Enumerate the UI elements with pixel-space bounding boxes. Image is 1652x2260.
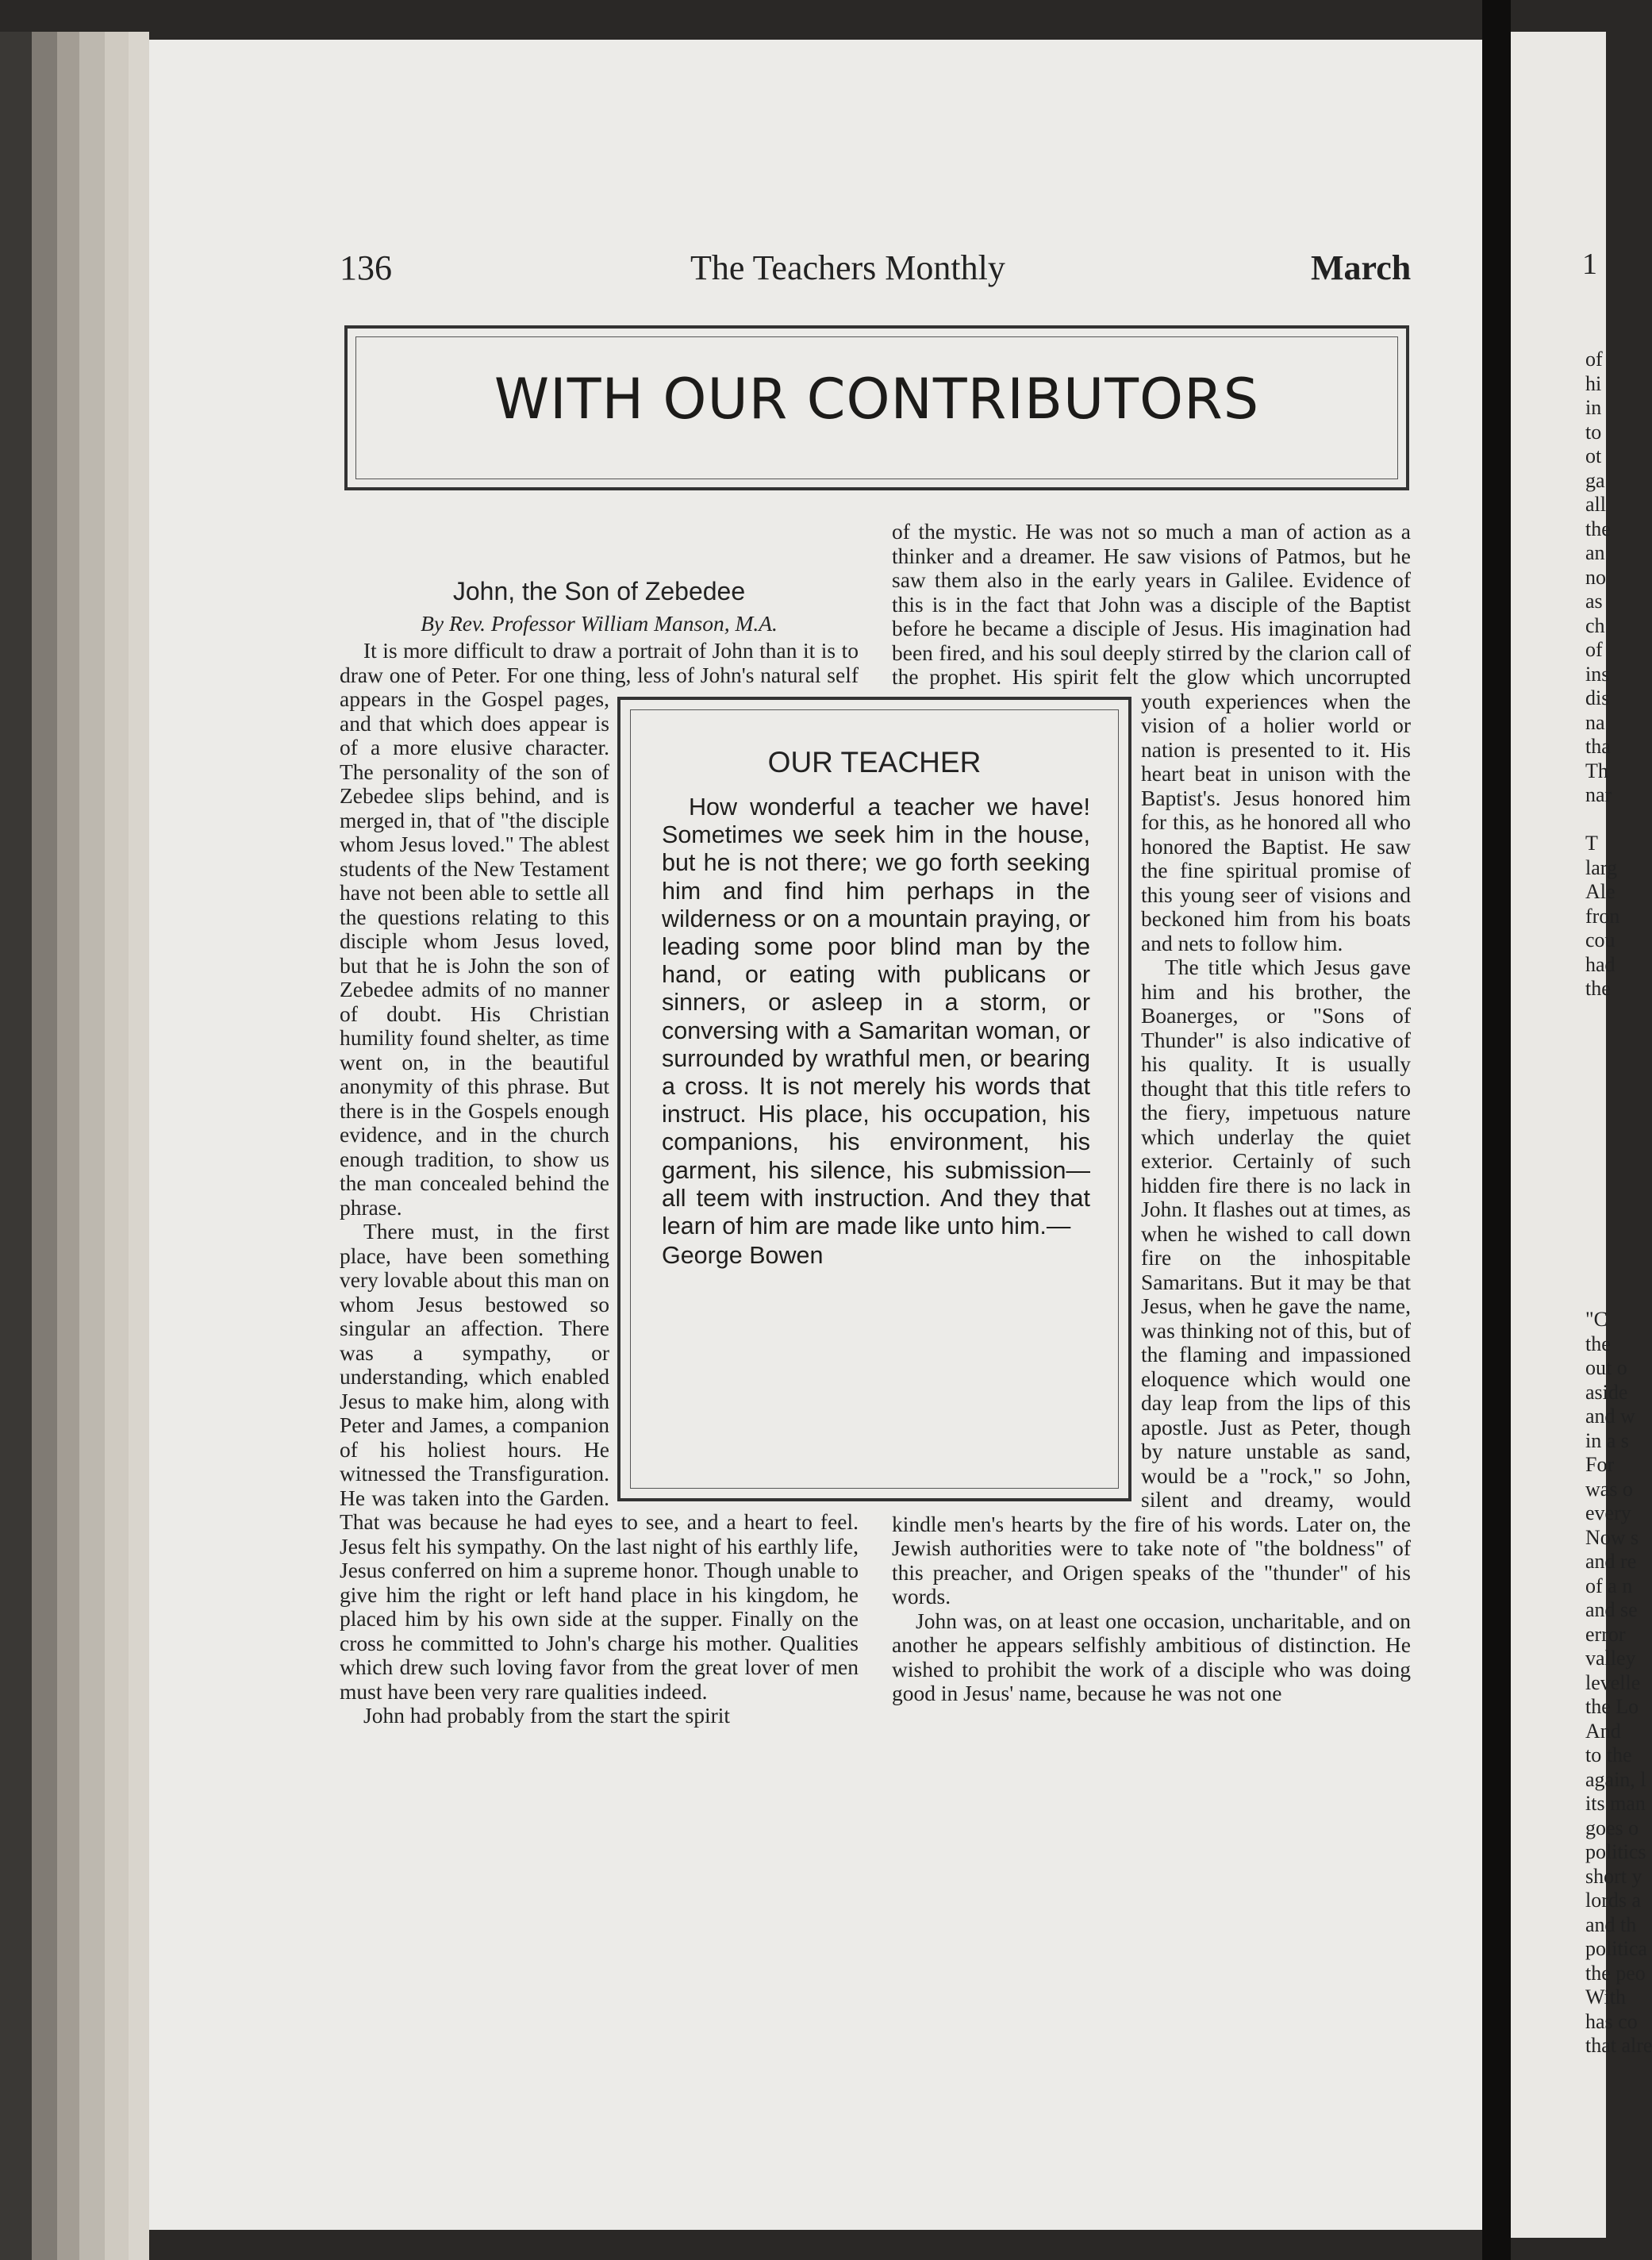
right-page-line-fragment: all [1585, 493, 1606, 516]
right-page-line-fragment: levelle [1585, 1670, 1641, 1694]
right-page-line-fragment: politics [1585, 1840, 1646, 1863]
right-page-line-fragment: an [1585, 541, 1605, 564]
right-page-line-fragment: larg [1585, 855, 1617, 879]
right-page-line-fragment: and re [1585, 1550, 1637, 1573]
journal-title: The Teachers Monthly [690, 248, 1005, 287]
section-banner [344, 325, 1409, 490]
right-page-line-fragment: And [1585, 1719, 1621, 1743]
right-page-line-fragment: Th [1585, 759, 1608, 782]
right-page-line-fragment: ch [1585, 613, 1605, 637]
right-page-line-fragment: na [1585, 710, 1605, 734]
inset-title: OUR TEACHER [767, 746, 982, 778]
right-page-line-fragment: the [1585, 1332, 1611, 1355]
book-edge [32, 32, 57, 2260]
issue-month: March [1311, 248, 1412, 287]
right-page-line-fragment: ga [1585, 468, 1605, 492]
right-page-line-fragment: lords a [1585, 1889, 1642, 1912]
right-page-line-fragment: in [1585, 396, 1602, 419]
right-page-line-fragment: the [1585, 517, 1611, 540]
right-page-line-fragment: aside [1585, 1380, 1628, 1404]
right-page-line-fragment: "C [1585, 1308, 1608, 1331]
right-page-line-fragment: of [1585, 348, 1603, 371]
right-page-line-fragment: With [1585, 1985, 1626, 2008]
right-page-line-fragment: valley [1585, 1647, 1636, 1670]
right-page-line-fragment: that alre [1585, 2034, 1652, 2057]
paragraph: John was, on at least one occasion, uncharitable, and on another he appears selfishly ambitious of distinction. He wished to prohibit the work of a disciple who was doing good in Jesus' name, because he was not one [892, 1608, 1411, 1705]
right-page-line-fragment: For [1585, 1453, 1615, 1476]
right-page-line-fragment: fron [1585, 904, 1620, 928]
book-edge [79, 32, 105, 2260]
right-page-lower-fragments [1585, 1308, 1652, 2058]
paragraph: There must, in the first place, have been something very lovable about this man on whom Jesus bestowed so singular an affection. There was a sympathy, or understanding, which enabled Jesus to make him, along with Peter and James, a companion of his holiest hours. He witnessed the Transfiguration. He was taken into the Garden. That was because he had eyes to see, and a heart to feel. Jesus felt his sympathy. On the last night of his earthly life, Jesus conferred on him a supreme honor. Though unable to give him the right or left hand place in his kingdom, he placed him by his own side at the supper. Finally on the cross he committed to John's charge his mother. Qualities which drew such loving favor from the great lover of men must have been very rare qualities indeed. [340, 1219, 859, 1704]
section-title: WITH OUR CONTRIBUTORS [494, 367, 1260, 432]
right-page-line-fragment: has co [1585, 2009, 1638, 2033]
paragraph: John had probably from the start the spirit [363, 1703, 731, 1728]
right-page-line-fragment: and w [1585, 1405, 1635, 1428]
right-page-line-fragment: nar [1585, 783, 1612, 806]
right-page-line-fragment: its man [1585, 1792, 1646, 1815]
inset-author: George Bowen [662, 1242, 824, 1270]
right-page-line-fragment: the Lo [1585, 1695, 1639, 1718]
inset-body [662, 794, 1090, 1270]
right-page-line-fragment: T [1585, 832, 1598, 855]
article-byline: By Rev. Professor William Manson, M.A. [421, 610, 778, 636]
book-gutter [1482, 0, 1511, 2260]
paragraph: The title which Jesus gave him and his brother, the Boanerges, or "Sons of Thunder" is also indicative of his quality. It is usually thought that this title refers to the fiery, impetuous nature which underlay the quiet exterior. Certainly of such hidden fire there is no lack in John. It flashes out at times, as when he wished to call down fire on the inhospitable Samaritans. But it may be that Jesus, when he gave the name, was thinking not of this, but of the flaming and impassioned eloquence which would one day leap from the lips of this apostle. Just as Peter, though by nature unstable as sand, would be a "rock," so John, silent and dreamy, would kindle men's hearts by the fire of his words. Later on, the Jewish authorities were to take note of "the boldness" of this preacher, and Origen speaks of the "thunder" of his words. [892, 955, 1411, 1609]
right-page-header-fragment: 1 [1582, 248, 1597, 281]
right-page-line-fragment: as [1585, 590, 1603, 613]
right-page-line-fragment: tha [1585, 735, 1611, 758]
right-page-line-fragment: error [1585, 1622, 1626, 1646]
paragraph: It is more difficult to draw a portrait of John than it is to draw one of Peter. For one thing, less of John's natural self appears in the Gospel pages, and that which does appear is of a more elusive character. The personality of the son of Zebedee slips behind, and is merged in, that of "the disciple whom Jesus loved." The ablest students of the New Testament have not been able to settle all the questions relating to this disciple whom Jesus loved, but that he is John the son of Zebedee admits of no manner of doubt. His Christian humility found shelter, as time went on, in the beautiful anonymity of this phrase. But there is in the Gospels enough evidence, and in the church enough tradition, to show us the man concealed behind the phrase. [340, 638, 859, 1220]
right-page-line-fragment: of [1585, 638, 1603, 661]
book-edge [129, 32, 149, 2260]
right-page-line-fragment: again, l [1585, 1767, 1646, 1791]
right-page-line-fragment: of a n [1585, 1574, 1633, 1597]
right-page-line-fragment [1585, 808, 1619, 832]
book-edge [57, 32, 79, 2260]
inset-text: How wonderful a teacher we have! Sometimes we seek him in the house, but he is not there; we go forth seeking him and find him perhaps in the wilderness or on a mountain praying, or leading some poor blind man by the hand, or eating with publicans or sinners, or asleep in a storm, or conversing with a Samaritan woman, or surrounded by wrathful men, or bearing a cross. It is not merely his words that instruct. His place, his occupation, his companions, his environment, his garment, his silence, his submission—all teem with instruction. And they that learn of him are made like unto him.— [662, 794, 1090, 1240]
right-page [1511, 32, 1652, 2238]
page-number: 136 [340, 248, 392, 287]
book-edge [105, 32, 129, 2260]
right-page-line-fragment: ins [1585, 662, 1610, 686]
right-page-line-fragment: to the [1585, 1743, 1632, 1766]
right-page-line-fragment: dis [1585, 686, 1610, 709]
right-page-line-fragment: hi [1585, 371, 1602, 395]
right-page-line-fragment: politica [1585, 1937, 1647, 1960]
inset-box [617, 697, 1131, 1501]
right-page-upper-fragments [1585, 348, 1619, 1001]
right-page-line-fragment: Now s [1585, 1525, 1639, 1549]
book-edge-dark [0, 32, 32, 2260]
right-page-line-fragment: had [1585, 952, 1616, 976]
right-page-line-fragment: and se [1585, 1598, 1638, 1621]
right-page-line-fragment: and th [1585, 1912, 1637, 1936]
right-page-line-fragment: goes o [1585, 1816, 1639, 1839]
right-page-line-fragment: every [1585, 1501, 1631, 1524]
right-page-line-fragment: ot [1585, 444, 1602, 467]
right-page-line-fragment: no [1585, 565, 1606, 589]
right-page-line-fragment: cou [1585, 928, 1616, 951]
right-page-line-fragment: out o [1585, 1356, 1627, 1379]
right-page-line-fragment: to [1585, 420, 1602, 444]
paragraph: of the mystic. He was not so much a man of action as a thinker and a dreamer. He saw visions of Patmos, but he saw them also in the early years in Galilee. Evidence of this is in the fact that John was a disciple of the Baptist before he became a disciple of Jesus. His imagination had been fired, and his soul deeply stirred by the clarion call of the prophet. His spirit felt the glow which uncorrupted youth experiences when the vision of a holier world or nation is presented to it. His heart beat in unison with the Baptist's. Jesus honored him for this, as he honored all who honored the Baptist. He saw the fine spiritual promise of this young seer of visions and beckoned him from his boats and nets to follow him. [892, 519, 1411, 955]
article-title: John, the Son of Zebedee [452, 577, 746, 605]
right-page-line-fragment: the peo [1585, 1961, 1646, 1985]
right-page-line-fragment: in a s [1585, 1428, 1629, 1452]
right-page-line-fragment: was o [1585, 1477, 1633, 1501]
right-page-line-fragment: short y [1585, 1864, 1642, 1888]
right-page-line-fragment: Ale [1585, 880, 1616, 903]
right-page-line-fragment: the [1585, 977, 1611, 1000]
